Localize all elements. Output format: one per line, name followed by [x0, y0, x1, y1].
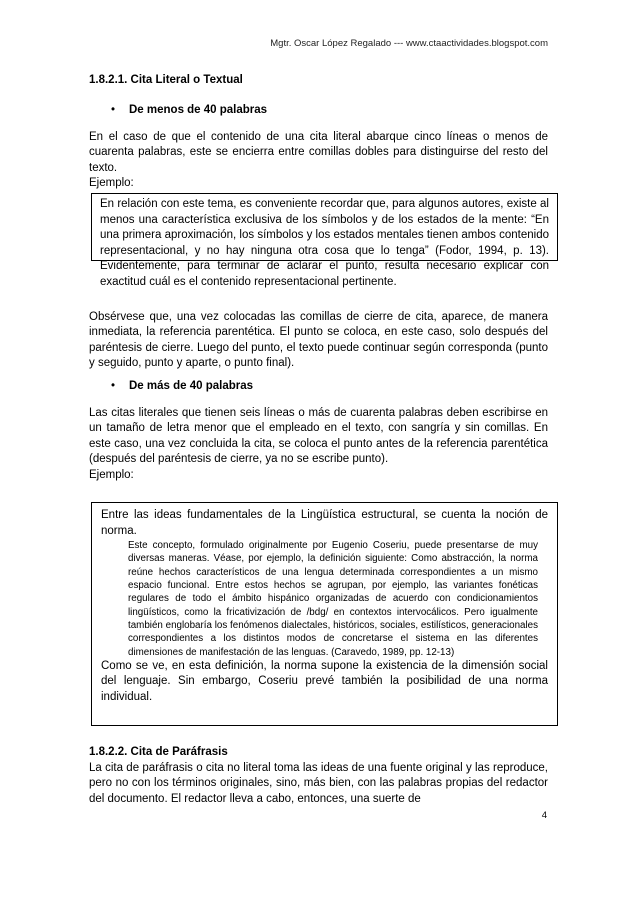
- long-quote-intro: Entre las ideas fundamentales de la Lingüística estructural, se cuenta la noción de norma.: [101, 509, 548, 537]
- paragraph-observe: Obsérvese que, una vez colocadas las comillas de cierre de cita, aparece, de manera inmediata, la referencia parentética. El punto se coloca, en este caso, solo después del paréntesis de cierre. Luego del punto, el texto puede continuar según corresponda (punto y seguido, punto y aparte, o punto final).: [89, 311, 548, 370]
- quote-box-short: [91, 193, 558, 288]
- short-quote-text: En relación con este tema, es conveniente recordar que, para algunos autores, existe al menos una característica exclusiva de los símbolos y de los estados de la mente: “En una primera aproximación, los símbolos y los estados mentales tienen ambos contenido representacional, y no hay ninguna otra cosa que lo tenga” (Fodor, 1994, p. 13). Evidentemente, para terminar de aclarar el punto, resulta necesario explicar con exactitud cuál es el contenido representacional pertinente.: [100, 198, 549, 288]
- page-header: Mgtr. Oscar López Regalado --- www.ctaactividades.blogspot.com: [270, 38, 548, 49]
- section-heading-literal: 1.8.2.1. Cita Literal o Textual: [89, 74, 243, 86]
- bullet-more-40: [111, 380, 253, 392]
- section-heading-paraphrase: 1.8.2.2. Cita de Paráfrasis: [89, 746, 228, 758]
- paragraph-paraphrase: La cita de paráfrasis o cita no literal toma las ideas de una fuente original y las reproduce, pero no con los términos originales, sino, más bien, con las palabras propias del redactor del documento. El redactor lleva a cabo, entonces, una suerte de: [89, 762, 548, 805]
- example-label-2: Ejemplo:: [89, 469, 134, 481]
- bullet-icon: •: [111, 380, 116, 392]
- paragraph-intro: En el caso de que el contenido de una cita literal abarque cinco líneas o menos de cuarenta palabras, este se encierra entre comillas dobles para distinguirse del resto del texto.: [89, 131, 548, 174]
- bullet-label: De más de 40 palabras: [129, 380, 254, 392]
- paragraph-long-quotes: Las citas literales que tienen seis líneas o más de cuarenta palabras deben escribirse en un tamaño de letra menor que el empleado en el texto, con sangría y sin comillas. En este caso, una vez concluida la cita, se coloca el punto antes de la referencia parentética (después del paréntesis de cierre, ya no se escribe punto).: [89, 407, 548, 466]
- page-number: 4: [541, 810, 547, 821]
- example-label: Ejemplo:: [89, 177, 134, 189]
- indented-block-quote: Este concepto, formulado originalmente por Eugenio Coseriu, puede presentarse de muy diversas maneras. Véase, por ejemplo, la definición siguiente: Como abstracción, la norma reúne hechos característicos de una lengua determinada correspondientes a un mismo espacio funcional. Entre estos hechos se agrupan, por ejemplo, las variantes fonéticas regulares de todo el ámbito hispánico organizadas de acuerdo con condicionamientos lingüísticos, como la fricativización de /bdg/ en contextos intervocálicos. Pero igualmente también englobaría los fenómenos dialectales, históricos, sociales, estilísticos, generacionales correspondientes a los distintos modos de concretarse el sistema en las diferentes dimensiones de manifestación de las lenguas. (Caravedo, 1989, pp. 12-13): [128, 540, 538, 658]
- bullet-label: De menos de 40 palabras: [129, 104, 268, 116]
- bullet-icon: •: [111, 104, 116, 116]
- quote-box-long: [91, 502, 558, 726]
- bullet-less-40: [111, 104, 267, 116]
- long-quote-outro: Como se ve, en esta definición, la norma supone la existencia de la dimensión social del lenguaje. Sin embargo, Coseriu prevé también la posibilidad de una norma individual.: [101, 659, 548, 704]
